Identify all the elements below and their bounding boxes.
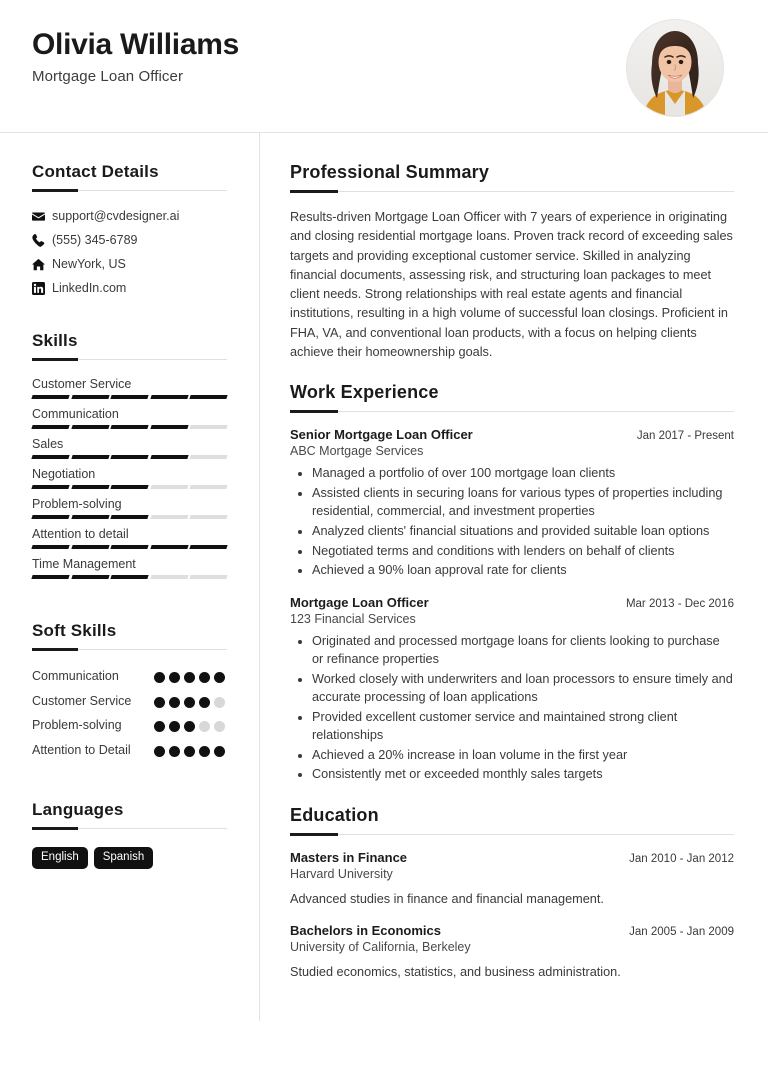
list-item: • Worked closely with underwriters and loan processors to ensure timely and accurate processing of loan applications <box>312 670 734 707</box>
skill-segment <box>190 515 228 519</box>
skill-segment <box>71 515 109 519</box>
education-entry <box>290 923 734 981</box>
contact-value: NewYork, US <box>52 257 126 271</box>
skill-segment <box>111 545 149 549</box>
main-content <box>259 133 768 982</box>
language-chip: Spanish <box>94 847 154 869</box>
soft-skill-item <box>32 742 227 759</box>
contact-value: (555) 345-6789 <box>52 233 138 247</box>
contact-item-location <box>32 257 227 271</box>
work-entry-organization: 123 Financial Services <box>290 611 416 626</box>
skill-segment <box>71 425 109 429</box>
skill-item <box>32 467 227 489</box>
skill-segment <box>150 545 188 549</box>
section-languages <box>32 800 227 869</box>
skill-level-bar <box>32 425 227 429</box>
work-entry-header <box>290 427 734 442</box>
list-item: • Assisted clients in securing loans for various types of properties including residential, commercial, and investment properties <box>312 484 734 521</box>
contact-value: support@cvdesigner.ai <box>52 209 180 223</box>
soft-skill-rating <box>154 693 225 708</box>
education-entry-list <box>290 850 734 982</box>
skill-segment <box>31 425 69 429</box>
skill-item <box>32 407 227 429</box>
skill-segment <box>190 545 228 549</box>
avatar <box>627 20 723 116</box>
skill-segment <box>190 455 228 459</box>
list-item: • Analyzed clients' financial situations and provided suitable loan options <box>312 522 734 541</box>
skill-label: Sales <box>32 437 64 451</box>
skill-segment <box>190 425 228 429</box>
skills-list <box>32 377 227 579</box>
work-entry-organization: ABC Mortgage Services <box>290 444 424 459</box>
rating-dot <box>184 697 195 708</box>
education-entry <box>290 850 734 908</box>
skill-segment <box>71 545 109 549</box>
phone-icon <box>32 234 52 247</box>
home-icon <box>32 258 52 271</box>
skill-segment <box>71 395 109 399</box>
soft-skills-list <box>32 668 227 758</box>
contact-item-linkedin[interactable] <box>32 281 227 295</box>
skill-item <box>32 437 227 459</box>
rating-dot <box>214 721 225 732</box>
section-heading: Education <box>290 804 379 825</box>
skill-segment <box>111 575 149 579</box>
section-rule <box>32 828 227 829</box>
skill-segment <box>150 515 188 519</box>
resume-body <box>0 133 768 982</box>
section-heading: Work Experience <box>290 382 439 403</box>
rating-dot <box>184 672 195 683</box>
work-entry-list <box>290 427 734 783</box>
rating-dot <box>199 672 210 683</box>
contact-item-phone[interactable] <box>32 233 227 247</box>
section-heading: Languages <box>32 800 124 819</box>
rating-dot <box>199 746 210 757</box>
section-rule <box>290 834 734 835</box>
skill-segment <box>31 575 69 579</box>
skill-segment <box>150 485 188 489</box>
profile-photo-icon <box>627 20 723 116</box>
skill-label: Communication <box>32 407 119 421</box>
section-rule <box>290 411 734 412</box>
soft-skill-item <box>32 693 227 710</box>
education-institution: Harvard University <box>290 866 393 881</box>
rating-dot <box>169 672 180 683</box>
spacer <box>32 587 227 621</box>
rating-dot <box>184 746 195 757</box>
education-description: Studied economics, statistics, and business administration. <box>290 965 621 980</box>
skill-item <box>32 527 227 549</box>
skill-segment <box>31 485 69 489</box>
skill-segment <box>111 515 149 519</box>
job-title: Mortgage Loan Officer <box>32 67 184 85</box>
list-item: • Achieved a 20% increase in loan volume in the first year <box>312 746 734 765</box>
rating-dot <box>169 697 180 708</box>
rating-dot <box>214 746 225 757</box>
rating-dot <box>154 697 165 708</box>
skill-segment <box>150 425 188 429</box>
section-heading: Contact Details <box>32 162 159 181</box>
skill-segment <box>111 455 149 459</box>
rating-dot <box>154 746 165 757</box>
section-heading: Professional Summary <box>290 162 490 182</box>
sidebar <box>0 133 259 982</box>
education-description: Advanced studies in finance and financial management. <box>290 891 604 906</box>
rating-dot <box>169 746 180 757</box>
rating-dot <box>154 721 165 732</box>
education-institution: University of California, Berkeley <box>290 940 471 955</box>
skill-segment <box>190 395 228 399</box>
soft-skill-label: Customer Service <box>32 693 132 708</box>
skill-level-bar <box>32 545 227 549</box>
skill-label: Customer Service <box>32 377 132 391</box>
rating-dot <box>214 672 225 683</box>
skill-level-bar <box>32 455 227 459</box>
list-item: • Provided excellent customer service and maintained strong client relationships <box>312 708 734 745</box>
section-heading: Skills <box>32 331 78 350</box>
skill-label: Time Management <box>32 557 136 571</box>
work-entry-title: Senior Mortgage Loan Officer <box>290 427 473 443</box>
envelope-icon <box>32 210 52 223</box>
section-rule <box>290 191 734 192</box>
soft-skill-item <box>32 668 227 685</box>
work-entry-bullets <box>290 464 734 579</box>
rating-dot <box>214 697 225 708</box>
soft-skill-label: Problem-solving <box>32 718 122 732</box>
spacer <box>32 305 227 331</box>
skill-segment <box>31 455 69 459</box>
skill-item <box>32 497 227 519</box>
work-entry <box>290 427 734 579</box>
skill-label: Attention to detail <box>32 527 129 541</box>
education-date: Jan 2005 - Jan 2009 <box>629 926 734 939</box>
skill-item <box>32 377 227 399</box>
spacer <box>290 785 734 805</box>
skill-segment <box>150 395 188 399</box>
work-entry-header <box>290 595 734 610</box>
skill-label: Negotiation <box>32 467 96 481</box>
soft-skill-label: Communication <box>32 669 119 683</box>
skill-item <box>32 557 227 579</box>
section-contact-details <box>32 162 227 295</box>
work-entry-date: Jan 2017 - Present <box>636 430 734 443</box>
soft-skill-item <box>32 717 227 734</box>
education-date: Jan 2010 - Jan 2012 <box>629 852 734 865</box>
rating-dot <box>199 721 210 732</box>
list-item: • Negotiated terms and conditions with lenders on behalf of clients <box>312 542 734 561</box>
summary-text: Results-driven Mortgage Loan Officer with 7 years of experience in originating and closing residential mortgage loans. Proven track record of exceeding sales targets and providing exceptional customer service. Skilled in analyzing financial documents, assessing risk, and structuring loan packages to meet client needs. Strong relationships with real estate agents and financial institutions, resulting in a high volume of successful loan closings. Proficient in FHA, VA, and conventional loan products, with a focus on helping clients achieve their homeownership goals. <box>290 210 733 360</box>
skill-segment <box>111 395 149 399</box>
work-entry-bullets <box>290 632 734 784</box>
skill-segment <box>71 575 109 579</box>
skill-level-bar <box>32 515 227 519</box>
education-degree: Bachelors in Economics <box>290 923 441 939</box>
list-item: • Achieved a 90% loan approval rate for clients <box>312 561 734 580</box>
section-heading: Soft Skills <box>32 621 117 640</box>
work-entry-date: Mar 2013 - Dec 2016 <box>625 597 734 610</box>
skill-segment <box>111 485 149 489</box>
rating-dot <box>169 721 180 732</box>
skill-segment <box>190 485 228 489</box>
spacer <box>32 766 227 800</box>
list-item: • Managed a portfolio of over 100 mortgage loan clients <box>312 464 734 483</box>
section-rule <box>32 649 227 650</box>
contact-list <box>32 209 227 295</box>
soft-skill-rating <box>154 742 225 757</box>
section-soft-skills <box>32 621 227 758</box>
section-rule <box>32 359 227 360</box>
contact-item-email[interactable] <box>32 209 227 223</box>
section-professional-summary <box>290 162 734 362</box>
skill-level-bar <box>32 575 227 579</box>
rating-dot <box>154 672 165 683</box>
soft-skill-rating <box>154 668 225 683</box>
education-degree: Masters in Finance <box>290 849 408 865</box>
rating-dot <box>199 697 210 708</box>
language-list <box>32 847 227 869</box>
list-item: • Originated and processed mortgage loans for clients looking to purchase or refinance properties <box>312 632 734 669</box>
linkedin-icon <box>32 282 52 295</box>
skill-segment <box>150 455 188 459</box>
spacer <box>290 362 734 382</box>
resume-header <box>0 0 768 133</box>
skill-level-bar <box>32 485 227 489</box>
skill-segment <box>31 515 69 519</box>
skill-label: Problem-solving <box>32 497 122 511</box>
skill-segment <box>71 485 109 489</box>
language-chip: English <box>32 847 88 869</box>
list-item: • Consistently met or exceeded monthly sales targets <box>312 765 734 784</box>
work-entry <box>290 595 734 784</box>
section-education <box>290 805 734 982</box>
education-entry-header <box>290 923 734 938</box>
skill-segment <box>150 575 188 579</box>
soft-skill-label: Attention to Detail <box>32 742 131 757</box>
contact-value: LinkedIn.com <box>52 281 127 295</box>
section-work-experience <box>290 382 734 783</box>
education-entry-header <box>290 850 734 865</box>
skill-level-bar <box>32 395 227 399</box>
section-rule <box>32 190 227 191</box>
section-skills <box>32 331 227 579</box>
soft-skill-rating <box>154 717 225 732</box>
skill-segment <box>31 545 69 549</box>
skill-segment <box>111 425 149 429</box>
rating-dot <box>184 721 195 732</box>
work-entry-title: Mortgage Loan Officer <box>290 594 429 610</box>
page-title: Olivia Williams <box>32 28 239 61</box>
skill-segment <box>71 455 109 459</box>
skill-segment <box>31 395 69 399</box>
column-divider <box>259 133 260 1021</box>
skill-segment <box>190 575 228 579</box>
